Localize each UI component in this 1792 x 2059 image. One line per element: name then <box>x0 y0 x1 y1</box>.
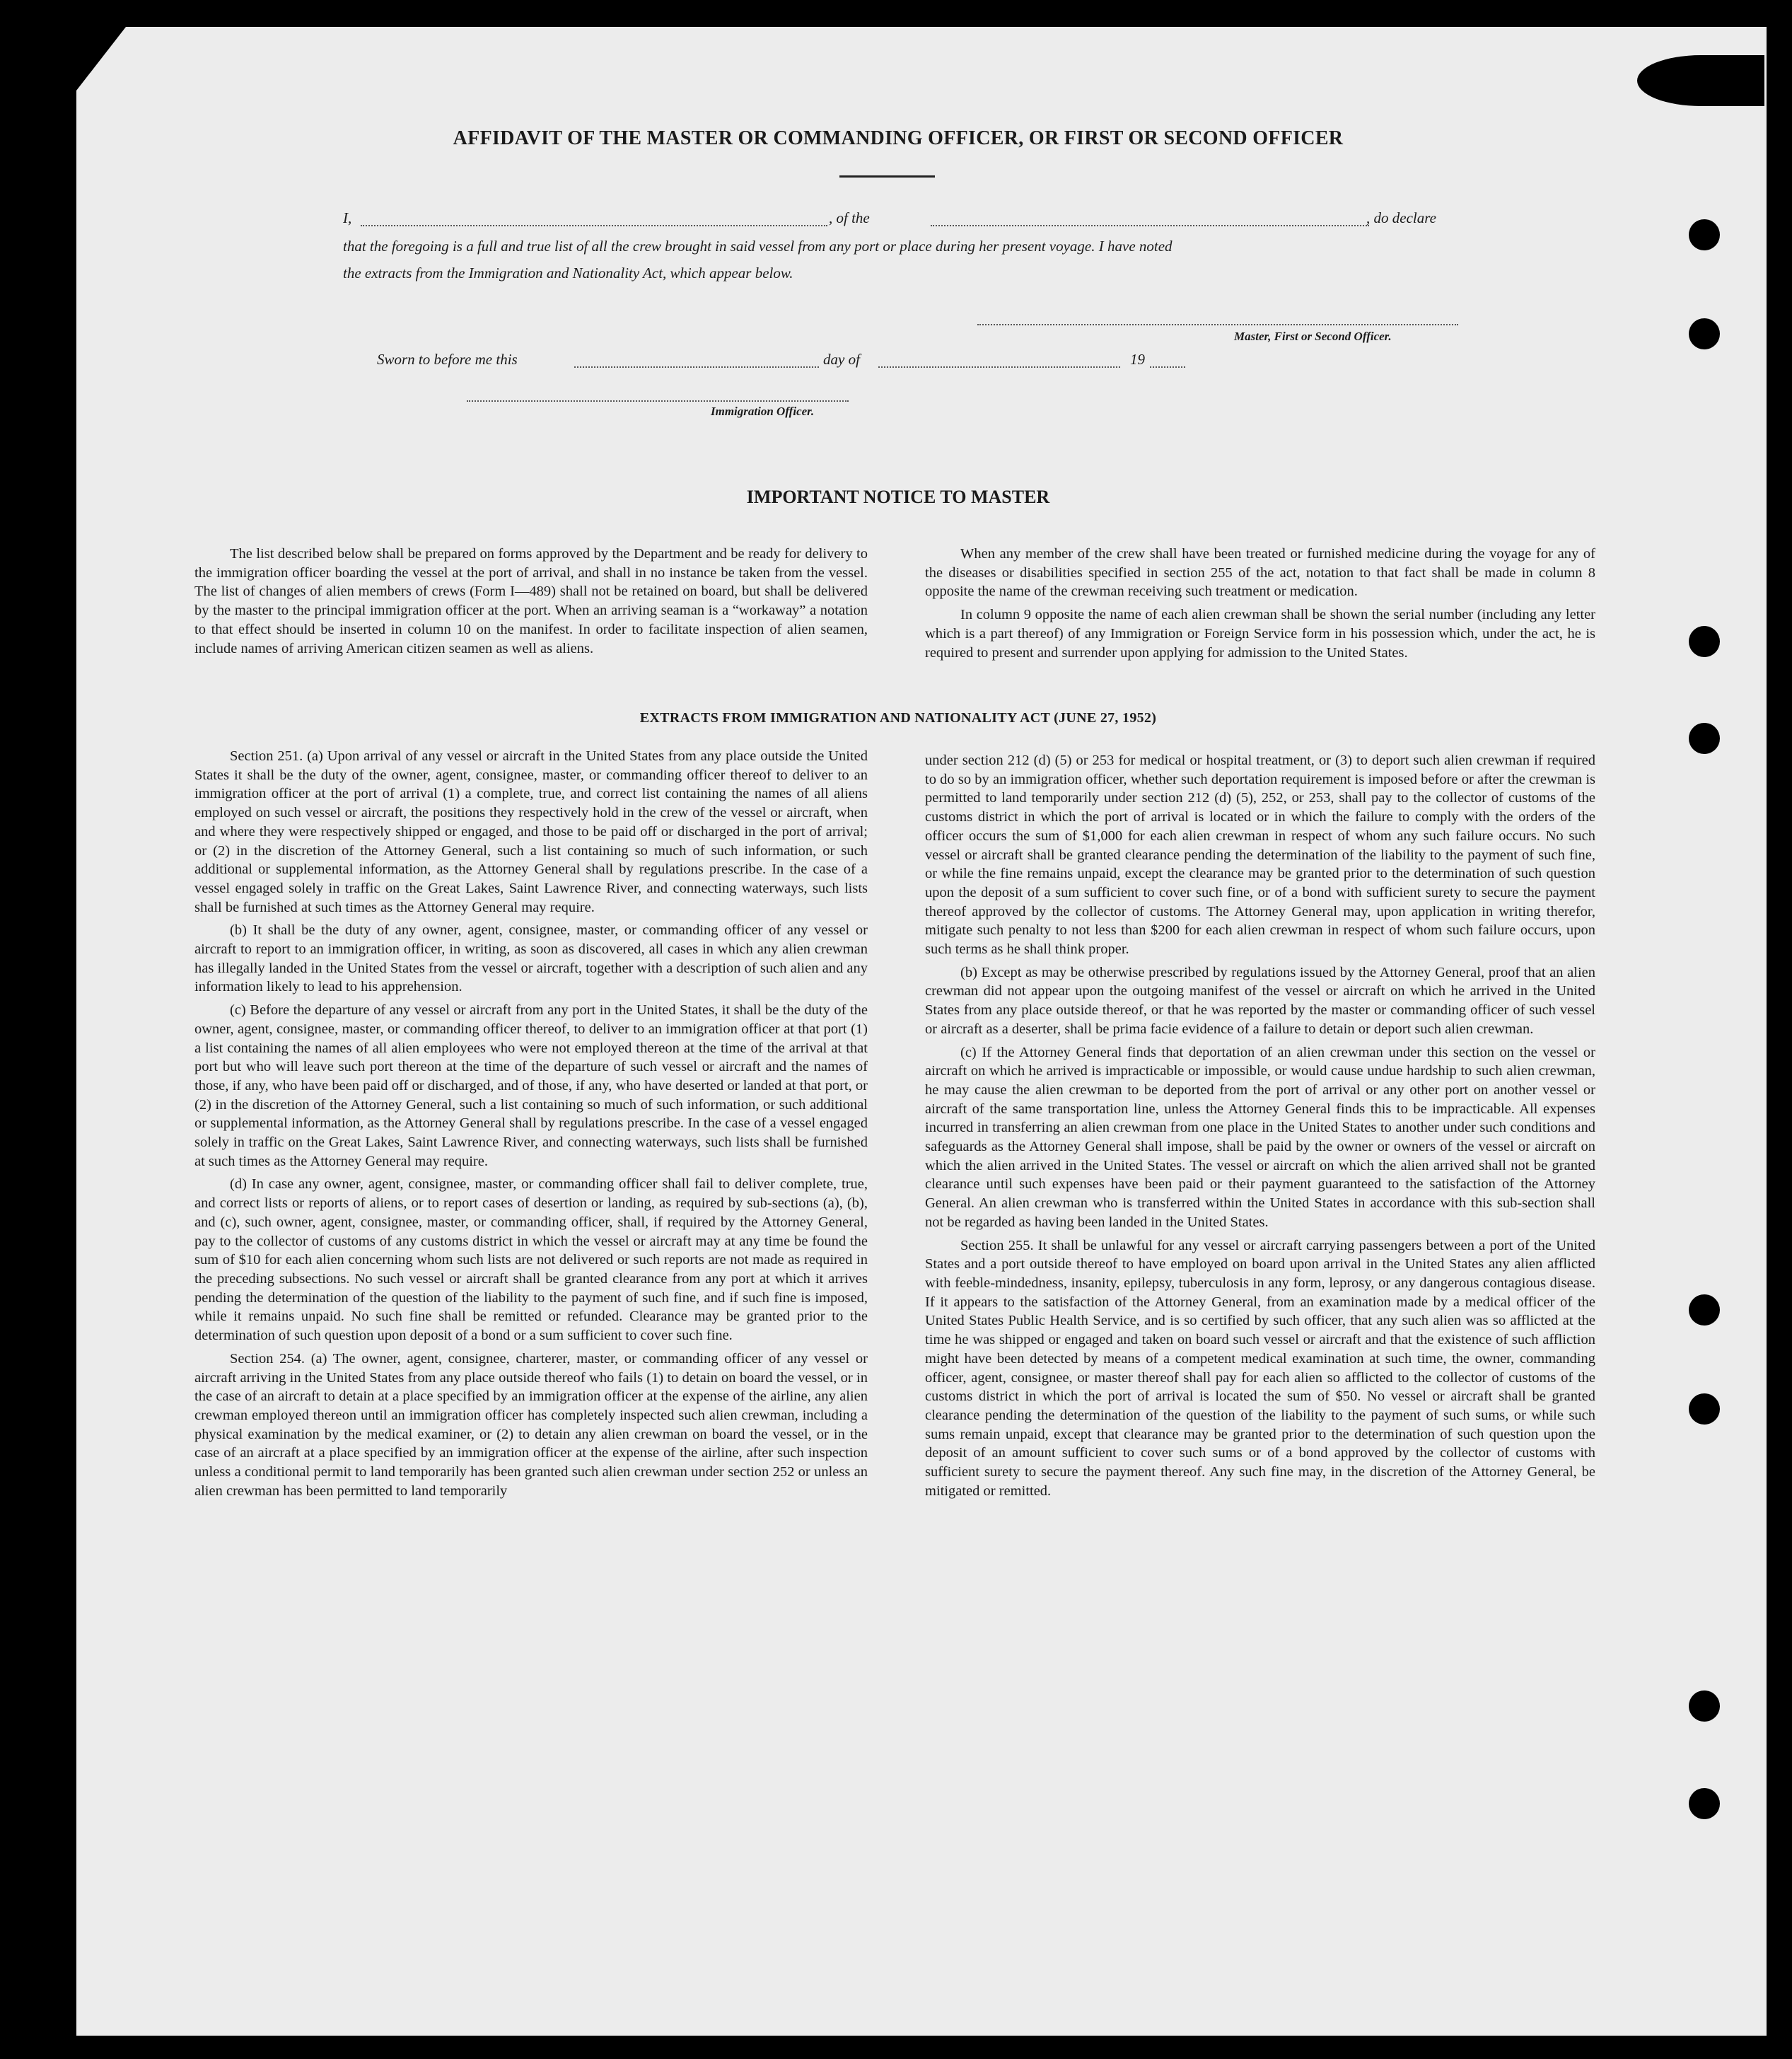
binder-hole <box>1689 219 1720 250</box>
officer-caption: Immigration Officer. <box>711 405 815 418</box>
section-paragraph: Section 251. (a) Upon arrival of any vessel or aircraft in the United States from any place outside the United States it shall be the duty of the owner, agent, consignee, master, or commanding officer thereof to deliver to an immigration officer at the port of arrival (1) a complete, true, and correct list containing the names of all aliens employed on such vessel or aircraft, the positions they respectively hold in the crew of the vessel or aircraft, when and where they were respectively shipped or engaged, and those to be paid off or discharged in the port of arrival; or (2) in the discretion of the Attorney General, such a list containing so much of such information, or such additional or supplemental information, as the Attorney General shall by regulations prescribe. In the case of a vessel engaged solely in traffic on the Great Lakes, Saint Lawrence River, and connecting waterways, such lists shall be furnished at such times as the Attorney General may require. <box>194 748 868 915</box>
extracts-right-column <box>925 751 1595 1500</box>
section-paragraph: (b) Except as may be otherwise prescribed by regulations issued by the Attorney General, proof that an alien crewman did not appear upon the outgoing manifest of the vessel or aircraft on which he arrived in the United States from any place outside thereof, or that he was reported by the master or commanding officer of such vessel or aircraft as a deserter, shall be prima facie evidence of a failure to detain or deport such alien crewman. <box>925 964 1595 1037</box>
sworn-day-blank[interactable] <box>574 366 819 368</box>
sworn-month-blank[interactable] <box>878 366 1120 368</box>
binder-hole <box>1689 1393 1720 1425</box>
binder-hole <box>1689 626 1720 657</box>
folded-corner <box>76 27 126 91</box>
binder-hole <box>1689 1788 1720 1819</box>
officer-signature-line[interactable] <box>467 400 849 402</box>
section-paragraph: under section 212 (d) (5) or 253 for medical or hospital treatment, or (3) to deport such alien crewman if required to do so by an immigration officer, whether such deportation requirement is imposed before or after the crewman is permitted to land temporarily under section 212 (d) (5), 252, or 253, shall pay to the collector of customs of the customs district in which the port of arrival is located or in which the failure to comply with the orders of the officer occurs the sum of $1,000 for each alien crewman in respect of whom any such failure occurs. No such vessel or aircraft shall be granted clearance pending the determination of the liability to the payment of such fine, or while the fine remains unpaid, except the clearance may be granted prior to the determination of such question upon the deposit of a sum sufficient to cover such fine, or of a bond with sufficient surety to secure the payment thereof approved by the collector of customs. The Attorney General may, upon application in writing therefor, mitigate such penalty to not less than $200 for each alien crewman in respect of whom such failure occurs, upon such terms as he shall think proper. <box>925 753 1595 958</box>
extracts-title: EXTRACTS FROM IMMIGRATION AND NATIONALITY ACT (JUNE 27, 1952) <box>639 710 1157 726</box>
section-paragraph: (d) In case any owner, agent, consignee, master, or commanding officer shall fail to deliver complete, true, and correct lists or reports of aliens, or to report cases of desertion or landing, as required by sub-sections (a), (b), and (c), such owner, agent, consignee, master, or commanding officer, shall, if required by the Attorney General, pay to the collector of customs of any customs district in which the vessel or aircraft may at any time be found the sum of $10 for each alien concerning whom such lists are not delivered or such reports are not made as required in the preceding subsections. No such vessel or aircraft shall be granted clearance from any port at which it arrives pending the determination of the question of the liability to the payment of such fine, and if such fine is imposed, while it remains unpaid. No such fine shall be remitted or refunded. Clearance may be granted prior to the determination of such question upon deposit of a bond or a sum sufficient to cover such fine. <box>194 1176 868 1344</box>
section-paragraph: (c) Before the departure of any vessel or aircraft from any port in the United States, it shall be the duty of the owner, agent, consignee, master, or commanding officer thereof, to deliver to an immigration officer at that port (1) a list containing the names of all alien employees who were not employed thereon at the time of the arrival at that port but who will leave such port thereon at the time of the departure of such vessel or aircraft and the names of those, if any, who have been paid off or discharged, and of those, if any, who have deserted or landed at that port, or (2) in the discretion of the Attorney General, such a list containing so much of such information, or such additional or supplemental information, as the Attorney General shall by regulations prescribe. In the case of a vessel engaged solely in traffic on the Great Lakes, Saint Lawrence River, and connecting waterways, such lists shall be furnished at such times as the Attorney General may require. <box>194 1002 868 1169</box>
declaration-line-2: the extracts from the Immigration and Nationality Act, which appear below. <box>343 265 793 282</box>
notice-right-column <box>925 545 1595 662</box>
notice-left-paragraph: The list described below shall be prepared on forms approved by the Department and be ready for delivery to the immigration officer boarding the vessel at the port of arrival, and shall in no instance be taken from the vessel. The list of changes of alien members of crews (Form I—489) shall not be retained on board, but shall be delivered by the master to the principal immigration officer at the port. When an arriving seaman is a “workaway” a notation to that effect should be inserted in column 10 on the manifest. In order to facilitate inspection of alien seamen, include names of arriving American citizen seamen as well as aliens. <box>194 546 868 656</box>
i-label: I, <box>343 209 352 226</box>
section-paragraph: Section 254. (a) The owner, agent, consignee, charterer, master, or commanding officer of any vessel or aircraft arriving in the United States from any place outside thereof who fails (1) to detain on board the vessel, or in the case of an aircraft to detain at a place specified by an immigration officer at the expense of the airline, any alien crewman employed thereon until an immigration officer has completely inspected such alien crewman, including a physical examination by the medical examiner, or (2) to detain any alien crewman on board the vessel, or in the case of an aircraft at a place specified by an immigration officer at the expense of the airline, after such inspection unless a conditional permit to land temporarily has been granted such alien crewman under section 252 or unless an alien crewman has been permitted to land temporarily <box>194 1350 868 1499</box>
notice-title: IMPORTANT NOTICE TO MASTER <box>746 487 1050 507</box>
do-declare-label: , do declare <box>1366 209 1436 226</box>
binder-hole <box>1689 723 1720 754</box>
extracts-left-column <box>194 747 868 1500</box>
name-blank[interactable] <box>361 225 827 226</box>
signature-line[interactable] <box>977 324 1458 325</box>
year-label: 19 <box>1130 351 1145 368</box>
notice-right-paragraph: In column 9 opposite the name of each alien crewman shall be shown the serial number (including any letter which is a part thereof) of any Immigration or Foreign Service form in his possession which, under the act, he is required to present and surrender upon applying for admission to the United States. <box>925 607 1595 661</box>
of-the-label: , of the <box>829 209 870 226</box>
sworn-year-blank[interactable] <box>1150 366 1185 368</box>
notice-right-paragraph: When any member of the crew shall have been treated or furnished medicine during the voyage for any of the diseases or disabilities specified in section 255 of the act, notation to that fact shall be made in column 8 opposite the name of the crewman receiving such treatment or medication. <box>925 546 1595 600</box>
affidavit-title: AFFIDAVIT OF THE MASTER OR COMMANDING OFFICER, OR FIRST OR SECOND OFFICER <box>453 127 1344 149</box>
notice-left-column <box>194 545 868 658</box>
binder-hole <box>1689 1294 1720 1326</box>
section-paragraph: Section 255. It shall be unlawful for any vessel or aircraft carrying passengers between a port of the United States and a port outside thereof to have employed on board upon arrival in the United States any alien afflicted with feeble-mindedness, insanity, epilepsy, tuberculosis in any form, leprosy, or any dangerous contagious disease. If it appears to the satisfaction of the Attorney General, from an examination made by a medical officer of the United States Public Health Service, and is so certified by such officer, that any such alien was so afflicted at the time he was shipped or engaged and taken on board such vessel or aircraft and that the existence of such affliction might have been detected by means of a competent medical examination at such time, the owner, commanding officer, agent, consignee, or master thereof shall pay for each alien so afflicted to the collector of customs of the customs district in which the port of arrival is located the sum of $50. No vessel or aircraft shall be granted clearance pending the determination of the question of the liability to the payment of such sums, or while such sums remain unpaid, except that clearance may be granted prior to the determination of such question upon the deposit of an amount sufficient to cover such sums or of a bond approved by the collector of customs with sufficient surety to secure the payment thereof. Any such fine may, in the discretion of the Attorney General, be mitigated or remitted. <box>925 1237 1595 1499</box>
section-paragraph: (b) It shall be the duty of any owner, agent, consignee, master, or commanding officer of any vessel or aircraft to report to an immigration officer, in writing, as soon as discovered, all cases in which any alien crewman has illegally landed in the United States from the vessel or aircraft, together with a description of such alien and any information likely to lead to his apprehension. <box>194 922 868 995</box>
binder-hole <box>1689 1690 1720 1722</box>
sworn-label: Sworn to before me this <box>377 351 518 368</box>
vessel-blank[interactable] <box>931 225 1369 226</box>
binder-hole <box>1689 318 1720 349</box>
section-paragraph: (c) If the Attorney General finds that deportation of an alien crewman under this section on the vessel or aircraft on which he arrived is impracticable or impossible, or would cause undue hardship to such alien crewman, he may cause the alien crewman to be deported from the port of arrival or any other port on another vessel or aircraft of the same transportation line, unless the Attorney General finds this to be impracticable. All expenses incurred in transferring an alien crewman from one place in the United States to another under such conditions and safeguards as the Attorney General shall impose, shall be paid by the owner or owners of the vessel or aircraft on which the alien arrived in the United States. The vessel or aircraft on which the alien arrived shall not be granted clearance until such expenses have been paid or their payment guaranteed to the satisfaction of the Attorney General. An alien crewman who is transferred within the United States in accordance with this sub-section shall not be regarded as having been landed in the United States. <box>925 1044 1595 1230</box>
torn-edge <box>1637 55 1764 106</box>
day-of-label: day of <box>823 351 860 368</box>
signature-caption: Master, First or Second Officer. <box>1234 330 1392 343</box>
title-rule <box>839 175 935 178</box>
declaration-line-1: that the foregoing is a full and true list of all the crew brought in said vessel from any port or place during her present voyage. I have noted <box>343 238 1173 255</box>
